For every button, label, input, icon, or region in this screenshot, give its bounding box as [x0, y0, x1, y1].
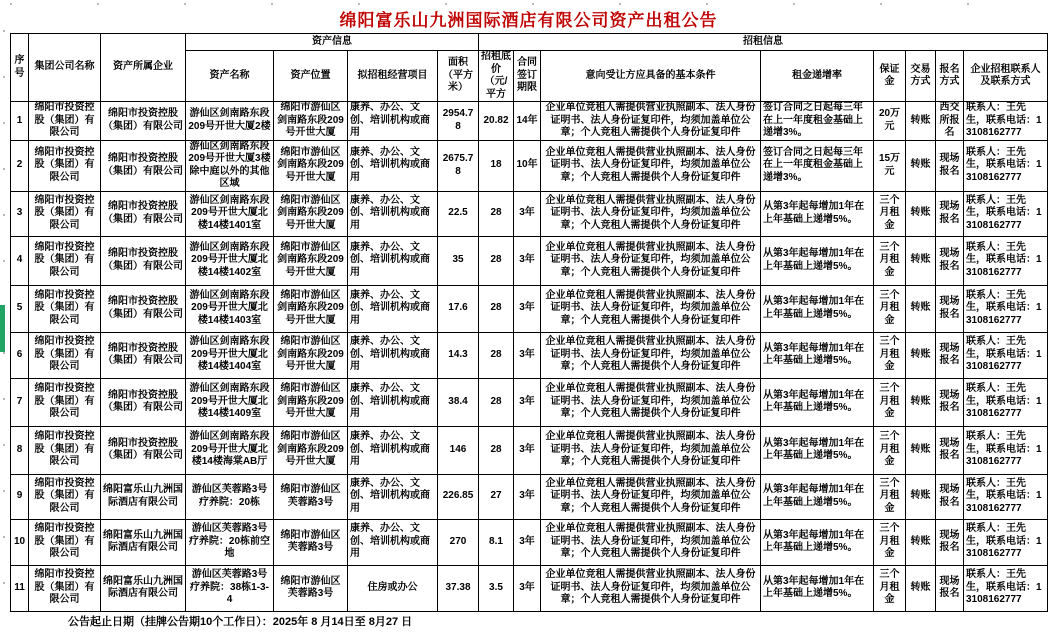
cell-project[interactable]: 康养、办公、文创、培训机构或商用: [348, 332, 438, 378]
cell-escalation-rate[interactable]: 签订合同之日起每三年在上一年度租金基础上递增3%。: [761, 102, 874, 141]
cell-group-company[interactable]: 绵阳市投资控股（集团）有限公司: [29, 565, 101, 611]
cell-deposit[interactable]: 15万元: [874, 140, 906, 191]
cell-deposit[interactable]: 三个月租金: [874, 426, 906, 474]
cell-payment-method[interactable]: 转账: [906, 426, 936, 474]
cell-deposit[interactable]: 20万元: [874, 102, 906, 141]
header-area[interactable]: 面积（平方米）: [438, 51, 479, 102]
cell-project[interactable]: 康养、办公、文创、培训机构或商用: [348, 236, 438, 285]
cell-owner-enterprise[interactable]: 绵阳市投资控股（集团）有限公司: [101, 426, 186, 474]
cell-contract-term[interactable]: 3年: [514, 285, 541, 332]
cell-contract-term[interactable]: 3年: [514, 565, 541, 611]
cell-deposit[interactable]: 三个月租金: [874, 191, 906, 236]
cell-deposit[interactable]: 三个月租金: [874, 565, 906, 611]
cell-asset-name[interactable]: 游仙区芙蓉路3号疗养院：20栋: [186, 474, 274, 519]
sheet-top-gridline-ticks: [10, 3, 1047, 5]
header-registration-method[interactable]: 报名方式: [936, 51, 964, 102]
cell-contact[interactable]: 联系人：王先生，联系电话：13108162777: [964, 378, 1048, 426]
table-body: [11, 102, 1048, 612]
table-row: [11, 140, 1048, 191]
selected-row-indicator: [0, 305, 5, 352]
cell-base-price[interactable]: 28: [479, 285, 514, 332]
cell-payment-method[interactable]: 转账: [906, 332, 936, 378]
table-row: [11, 191, 1048, 236]
cell-base-price[interactable]: 28: [479, 236, 514, 285]
cell-contact[interactable]: 联系人：王先生，联系电话：13108162777: [964, 236, 1048, 285]
cell-payment-method[interactable]: 转账: [906, 236, 936, 285]
cell-asset-name[interactable]: 游仙区剑南路东段209号开世大厦北楼14楼1401室: [186, 191, 274, 236]
cell-contract-term[interactable]: 3年: [514, 236, 541, 285]
cell-conditions[interactable]: 企业单位竞租人需提供营业执照副本、法人身份证明书、法人身份证复印件，均须加盖单位公章；个人竞租人需提供个人身份证复印件: [541, 102, 761, 141]
cell-base-price[interactable]: 8.1: [479, 519, 514, 565]
cell-location[interactable]: 绵阳市游仙区芙蓉路3号: [274, 565, 348, 611]
cell-conditions[interactable]: 企业单位竞租人需提供营业执照副本、法人身份证明书、法人身份证复印件，均须加盖单位公章；个人竞租人需提供个人身份证复印件: [541, 474, 761, 519]
table-row: [11, 426, 1048, 474]
cell-payment-method[interactable]: 转账: [906, 140, 936, 191]
cell-serial[interactable]: 10: [11, 519, 29, 565]
cell-contract-term[interactable]: 3年: [514, 519, 541, 565]
cell-group-company[interactable]: 绵阳市投资控股（集团）有限公司: [29, 426, 101, 474]
cell-serial[interactable]: 2: [11, 140, 29, 191]
cell-deposit[interactable]: 三个月租金: [874, 378, 906, 426]
cell-location[interactable]: 绵阳市游仙区剑南路东段209号开世大厦: [274, 285, 348, 332]
cell-serial[interactable]: 8: [11, 426, 29, 474]
cell-area[interactable]: 22.5: [438, 191, 479, 236]
cell-project[interactable]: 康养、办公、文创、培训机构或商用: [348, 102, 438, 141]
cell-area[interactable]: 270: [438, 519, 479, 565]
cell-owner-enterprise[interactable]: 绵阳富乐山九洲国际酒店有限公司: [101, 565, 186, 611]
cell-escalation-rate[interactable]: 从第3年起每增加1年在上年基础上递增5%。: [761, 565, 874, 611]
header-conditions[interactable]: 意向受让方应具备的基本条件: [541, 51, 761, 102]
header-owner-enterprise[interactable]: 资产所属企业: [101, 34, 186, 102]
table-row: [11, 565, 1048, 611]
cell-location[interactable]: 绵阳市游仙区剑南路东段209号开世大厦: [274, 102, 348, 141]
cell-contract-term[interactable]: 3年: [514, 378, 541, 426]
cell-payment-method[interactable]: 转账: [906, 191, 936, 236]
header-project[interactable]: 拟招租经营项目: [348, 51, 438, 102]
cell-payment-method[interactable]: 转账: [906, 474, 936, 519]
cell-serial[interactable]: 1: [11, 102, 29, 141]
cell-contact[interactable]: 联系人：王先生，联系电话：13108162777: [964, 426, 1048, 474]
cell-base-price[interactable]: 18: [479, 140, 514, 191]
cell-group-company[interactable]: 绵阳市投资控股（集团）有限公司: [29, 236, 101, 285]
cell-deposit[interactable]: 三个月租金: [874, 519, 906, 565]
cell-payment-method[interactable]: 转账: [906, 519, 936, 565]
cell-area[interactable]: 14.3: [438, 332, 479, 378]
header-group-company[interactable]: 集团公司名称: [29, 34, 101, 102]
cell-area[interactable]: 35: [438, 236, 479, 285]
cell-group-company[interactable]: 绵阳市投资控股（集团）有限公司: [29, 519, 101, 565]
cell-asset-name[interactable]: 游仙区剑南路东段209号开世大厦北楼14楼1403室: [186, 285, 274, 332]
cell-location[interactable]: 绵阳市游仙区剑南路东段209号开世大厦: [274, 426, 348, 474]
cell-escalation-rate[interactable]: 从第3年起每增加1年在上年基础上递增5%。: [761, 285, 874, 332]
cell-asset-name[interactable]: 游仙区剑南路东段209号开世大厦北楼14楼海棠AB厅: [186, 426, 274, 474]
cell-location[interactable]: 绵阳市游仙区剑南路东段209号开世大厦: [274, 140, 348, 191]
cell-deposit[interactable]: 三个月租金: [874, 332, 906, 378]
header-rent-info[interactable]: 招租信息: [479, 34, 1048, 51]
cell-escalation-rate[interactable]: 从第3年起每增加1年在上年基础上递增5%。: [761, 236, 874, 285]
cell-asset-name[interactable]: 游仙区芙蓉路3号疗养院：20栋前空地: [186, 519, 274, 565]
cell-base-price[interactable]: 28: [479, 426, 514, 474]
cell-registration-method[interactable]: 现场报名: [936, 285, 964, 332]
cell-contact[interactable]: 联系人：王先生，联系电话：13108162777: [964, 519, 1048, 565]
cell-group-company[interactable]: 绵阳市投资控股（集团）有限公司: [29, 474, 101, 519]
cell-project[interactable]: 康养、办公、文创、培训机构或商用: [348, 285, 438, 332]
cell-contact[interactable]: 联系人：王先生，联系电话：13108162777: [964, 474, 1048, 519]
cell-conditions[interactable]: 企业单位竞租人需提供营业执照副本、法人身份证明书、法人身份证复印件，均须加盖单位公章；个人竞租人需提供个人身份证复印件: [541, 565, 761, 611]
cell-location[interactable]: 绵阳市游仙区剑南路东段209号开世大厦: [274, 191, 348, 236]
cell-location[interactable]: 绵阳市游仙区芙蓉路3号: [274, 474, 348, 519]
cell-contact[interactable]: 联系人：王先生，联系电话：13108162777: [964, 140, 1048, 191]
cell-base-price[interactable]: 27: [479, 474, 514, 519]
cell-group-company[interactable]: 绵阳市投资控股（集团）有限公司: [29, 191, 101, 236]
table-row: [11, 378, 1048, 426]
cell-conditions[interactable]: 企业单位竞租人需提供营业执照副本、法人身份证明书、法人身份证复印件，均须加盖单位公章；个人竞租人需提供个人身份证复印件: [541, 285, 761, 332]
cell-conditions[interactable]: 企业单位竞租人需提供营业执照副本、法人身份证明书、法人身份证复印件，均须加盖单位公章；个人竞租人需提供个人身份证复印件: [541, 426, 761, 474]
cell-area[interactable]: 2954.78: [438, 102, 479, 141]
cell-owner-enterprise[interactable]: 绵阳市投资控股（集团）有限公司: [101, 236, 186, 285]
cell-serial[interactable]: 4: [11, 236, 29, 285]
cell-escalation-rate[interactable]: 从第3年起每增加1年在上年基础上递增5%。: [761, 474, 874, 519]
cell-location[interactable]: 绵阳市游仙区剑南路东段209号开世大厦: [274, 378, 348, 426]
cell-registration-method[interactable]: 现场报名: [936, 565, 964, 611]
cell-registration-method[interactable]: 现场报名: [936, 332, 964, 378]
cell-deposit[interactable]: 三个月租金: [874, 474, 906, 519]
table-row: [11, 474, 1048, 519]
cell-owner-enterprise[interactable]: 绵阳市投资控股（集团）有限公司: [101, 102, 186, 141]
table-header: [11, 34, 1048, 102]
cell-deposit[interactable]: 三个月租金: [874, 285, 906, 332]
cell-registration-method[interactable]: 现场报名: [936, 378, 964, 426]
header-contact[interactable]: 企业招租联系人及联系方式: [964, 51, 1048, 102]
header-asset-name[interactable]: 资产名称: [186, 51, 274, 102]
cell-asset-name[interactable]: 游仙区芙蓉路3号疗养院：38栋1-3-4: [186, 565, 274, 611]
cell-contract-term[interactable]: 14年: [514, 102, 541, 141]
cell-location[interactable]: 绵阳市游仙区芙蓉路3号: [274, 519, 348, 565]
cell-escalation-rate[interactable]: 从第3年起每增加1年在上年基础上递增5%。: [761, 426, 874, 474]
cell-area[interactable]: 17.6: [438, 285, 479, 332]
cell-owner-enterprise[interactable]: 绵阳富乐山九洲国际酒店有限公司: [101, 474, 186, 519]
cell-owner-enterprise[interactable]: 绵阳市投资控股（集团）有限公司: [101, 140, 186, 191]
cell-area[interactable]: 38.4: [438, 378, 479, 426]
cell-contract-term[interactable]: 3年: [514, 474, 541, 519]
cell-registration-method[interactable]: 现场报名: [936, 519, 964, 565]
cell-payment-method[interactable]: 转账: [906, 102, 936, 141]
rental-table: [10, 33, 1048, 612]
table-row: [11, 285, 1048, 332]
table-row: [11, 332, 1048, 378]
cell-escalation-rate[interactable]: 从第3年起每增加1年在上年基础上递增5%。: [761, 332, 874, 378]
cell-escalation-rate[interactable]: 从第3年起每增加1年在上年基础上递增5%。: [761, 519, 874, 565]
cell-owner-enterprise[interactable]: 绵阳市投资控股（集团）有限公司: [101, 378, 186, 426]
cell-location[interactable]: 绵阳市游仙区剑南路东段209号开世大厦: [274, 236, 348, 285]
header-payment-method[interactable]: 交易方式: [906, 51, 936, 102]
cell-contact[interactable]: 联系人：王先生，联系电话：13108162777: [964, 191, 1048, 236]
cell-project[interactable]: 康养、办公、文创、培训机构或商用: [348, 140, 438, 191]
cell-base-price[interactable]: 20.82: [479, 102, 514, 141]
cell-group-company[interactable]: 绵阳市投资控股（集团）有限公司: [29, 332, 101, 378]
cell-asset-name[interactable]: 游仙区剑南路东段209号开世大厦北楼14楼1404室: [186, 332, 274, 378]
cell-group-company[interactable]: 绵阳市投资控股（集团）有限公司: [29, 378, 101, 426]
cell-group-company[interactable]: 绵阳市投资控股（集团）有限公司: [29, 285, 101, 332]
cell-conditions[interactable]: 企业单位竞租人需提供营业执照副本、法人身份证明书、法人身份证复印件，均须加盖单位公章；个人竞租人需提供个人身份证复印件: [541, 191, 761, 236]
cell-contract-term[interactable]: 3年: [514, 191, 541, 236]
cell-payment-method[interactable]: 转账: [906, 565, 936, 611]
cell-owner-enterprise[interactable]: 绵阳市投资控股（集团）有限公司: [101, 285, 186, 332]
cell-project[interactable]: 康养、办公、文创、培训机构或商用: [348, 191, 438, 236]
cell-conditions[interactable]: 企业单位竞租人需提供营业执照副本、法人身份证明书、法人身份证复印件，均须加盖单位公章；个人竞租人需提供个人身份证复印件: [541, 140, 761, 191]
table-row: [11, 102, 1048, 141]
cell-contact[interactable]: 联系人：王先生，联系电话：13108162777: [964, 102, 1048, 141]
cell-serial[interactable]: 6: [11, 332, 29, 378]
cell-serial[interactable]: 9: [11, 474, 29, 519]
cell-conditions[interactable]: 企业单位竞租人需提供营业执照副本、法人身份证明书、法人身份证复印件，均须加盖单位公章；个人竞租人需提供个人身份证复印件: [541, 519, 761, 565]
announcement-period: 公告起止日期（挂牌公告期10个工作日）：2025年 8 月14日至 8月27 日: [68, 615, 413, 628]
table-row: [11, 236, 1048, 285]
cell-deposit[interactable]: 三个月租金: [874, 236, 906, 285]
cell-contract-term[interactable]: 3年: [514, 332, 541, 378]
cell-escalation-rate[interactable]: 从第3年起每增加1年在上年基础上递增5%。: [761, 191, 874, 236]
cell-area[interactable]: 37.38: [438, 565, 479, 611]
cell-registration-method[interactable]: 西交所报名: [936, 102, 964, 141]
cell-registration-method[interactable]: 现场报名: [936, 191, 964, 236]
cell-contract-term[interactable]: 3年: [514, 426, 541, 474]
cell-contact[interactable]: 联系人：王先生，联系电话：13108162777: [964, 332, 1048, 378]
cell-escalation-rate[interactable]: 从第3年起每增加1年在上年基础上递增5%。: [761, 378, 874, 426]
header-deposit[interactable]: 保证金: [874, 51, 906, 102]
cell-owner-enterprise[interactable]: 绵阳市投资控股（集团）有限公司: [101, 191, 186, 236]
header-serial[interactable]: 序号: [11, 34, 29, 102]
header-escalation-rate[interactable]: 租金递增率: [761, 51, 874, 102]
header-base-price[interactable]: 招租底价（元/平方: [479, 51, 514, 102]
cell-payment-method[interactable]: 转账: [906, 285, 936, 332]
cell-group-company[interactable]: 绵阳市投资控股（集团）有限公司: [29, 140, 101, 191]
cell-base-price[interactable]: 28: [479, 191, 514, 236]
cell-group-company[interactable]: 绵阳市投资控股（集团）有限公司: [29, 102, 101, 141]
cell-registration-method[interactable]: 现场报名: [936, 140, 964, 191]
cell-escalation-rate[interactable]: 签订合同之日起每三年在上一年度租金基础上递增3%。: [761, 140, 874, 191]
cell-conditions[interactable]: 企业单位竞租人需提供营业执照副本、法人身份证明书、法人身份证复印件，均须加盖单位公章；个人竞租人需提供个人身份证复印件: [541, 378, 761, 426]
cell-area[interactable]: 226.85: [438, 474, 479, 519]
table-row: [11, 519, 1048, 565]
cell-area[interactable]: 2675.78: [438, 140, 479, 191]
announcement-area: [10, 8, 1047, 633]
cell-project[interactable]: 康养、办公、文创、培训机构或商用: [348, 519, 438, 565]
cell-registration-method[interactable]: 现场报名: [936, 236, 964, 285]
cell-contact[interactable]: 联系人：王先生，联系电话：13108162777: [964, 285, 1048, 332]
cell-serial[interactable]: 11: [11, 565, 29, 611]
cell-asset-name[interactable]: 游仙区剑南路东段209号开世大厦2楼: [186, 102, 274, 141]
cell-payment-method[interactable]: 转账: [906, 378, 936, 426]
cell-owner-enterprise[interactable]: 绵阳市投资控股（集团）有限公司: [101, 332, 186, 378]
header-location[interactable]: 资产位置: [274, 51, 348, 102]
cell-base-price[interactable]: 28: [479, 378, 514, 426]
cell-conditions[interactable]: 企业单位竞租人需提供营业执照副本、法人身份证明书、法人身份证复印件，均须加盖单位公章；个人竞租人需提供个人身份证复印件: [541, 236, 761, 285]
header-asset-info[interactable]: 资产信息: [186, 34, 479, 51]
header-contract-term[interactable]: 合同签订期限: [514, 51, 541, 102]
cell-asset-name[interactable]: 游仙区剑南路东段209号开世大厦3楼除中庭以外的其他区域: [186, 140, 274, 191]
cell-location[interactable]: 绵阳市游仙区剑南路东段209号开世大厦: [274, 332, 348, 378]
cell-serial[interactable]: 7: [11, 378, 29, 426]
cell-project[interactable]: 住房或办公: [348, 565, 438, 611]
cell-registration-method[interactable]: 现场报名: [936, 426, 964, 474]
cell-base-price[interactable]: 3.5: [479, 565, 514, 611]
cell-base-price[interactable]: 28: [479, 332, 514, 378]
page-title: 绵阳富乐山九洲国际酒店有限公司资产出租公告: [339, 11, 718, 30]
cell-asset-name[interactable]: 游仙区剑南路东段209号开世大厦北楼14楼1409室: [186, 378, 274, 426]
cell-owner-enterprise[interactable]: 绵阳富乐山九洲国际酒店有限公司: [101, 519, 186, 565]
cell-contact[interactable]: 联系人：王先生，联系电话：13108162777: [964, 565, 1048, 611]
cell-serial[interactable]: 3: [11, 191, 29, 236]
cell-project[interactable]: 康养、办公、文创、培训机构或商用: [348, 474, 438, 519]
cell-conditions[interactable]: 企业单位竞租人需提供营业执照副本、法人身份证明书、法人身份证复印件，均须加盖单位公章；个人竞租人需提供个人身份证复印件: [541, 332, 761, 378]
cell-asset-name[interactable]: 游仙区剑南路东段209号开世大厦北楼14楼1402室: [186, 236, 274, 285]
cell-project[interactable]: 康养、办公、文创、培训机构或商用: [348, 426, 438, 474]
cell-contract-term[interactable]: 10年: [514, 140, 541, 191]
cell-registration-method[interactable]: 现场报名: [936, 474, 964, 519]
cell-area[interactable]: 146: [438, 426, 479, 474]
cell-project[interactable]: 康养、办公、文创、培训机构或商用: [348, 378, 438, 426]
cell-serial[interactable]: 5: [11, 285, 29, 332]
